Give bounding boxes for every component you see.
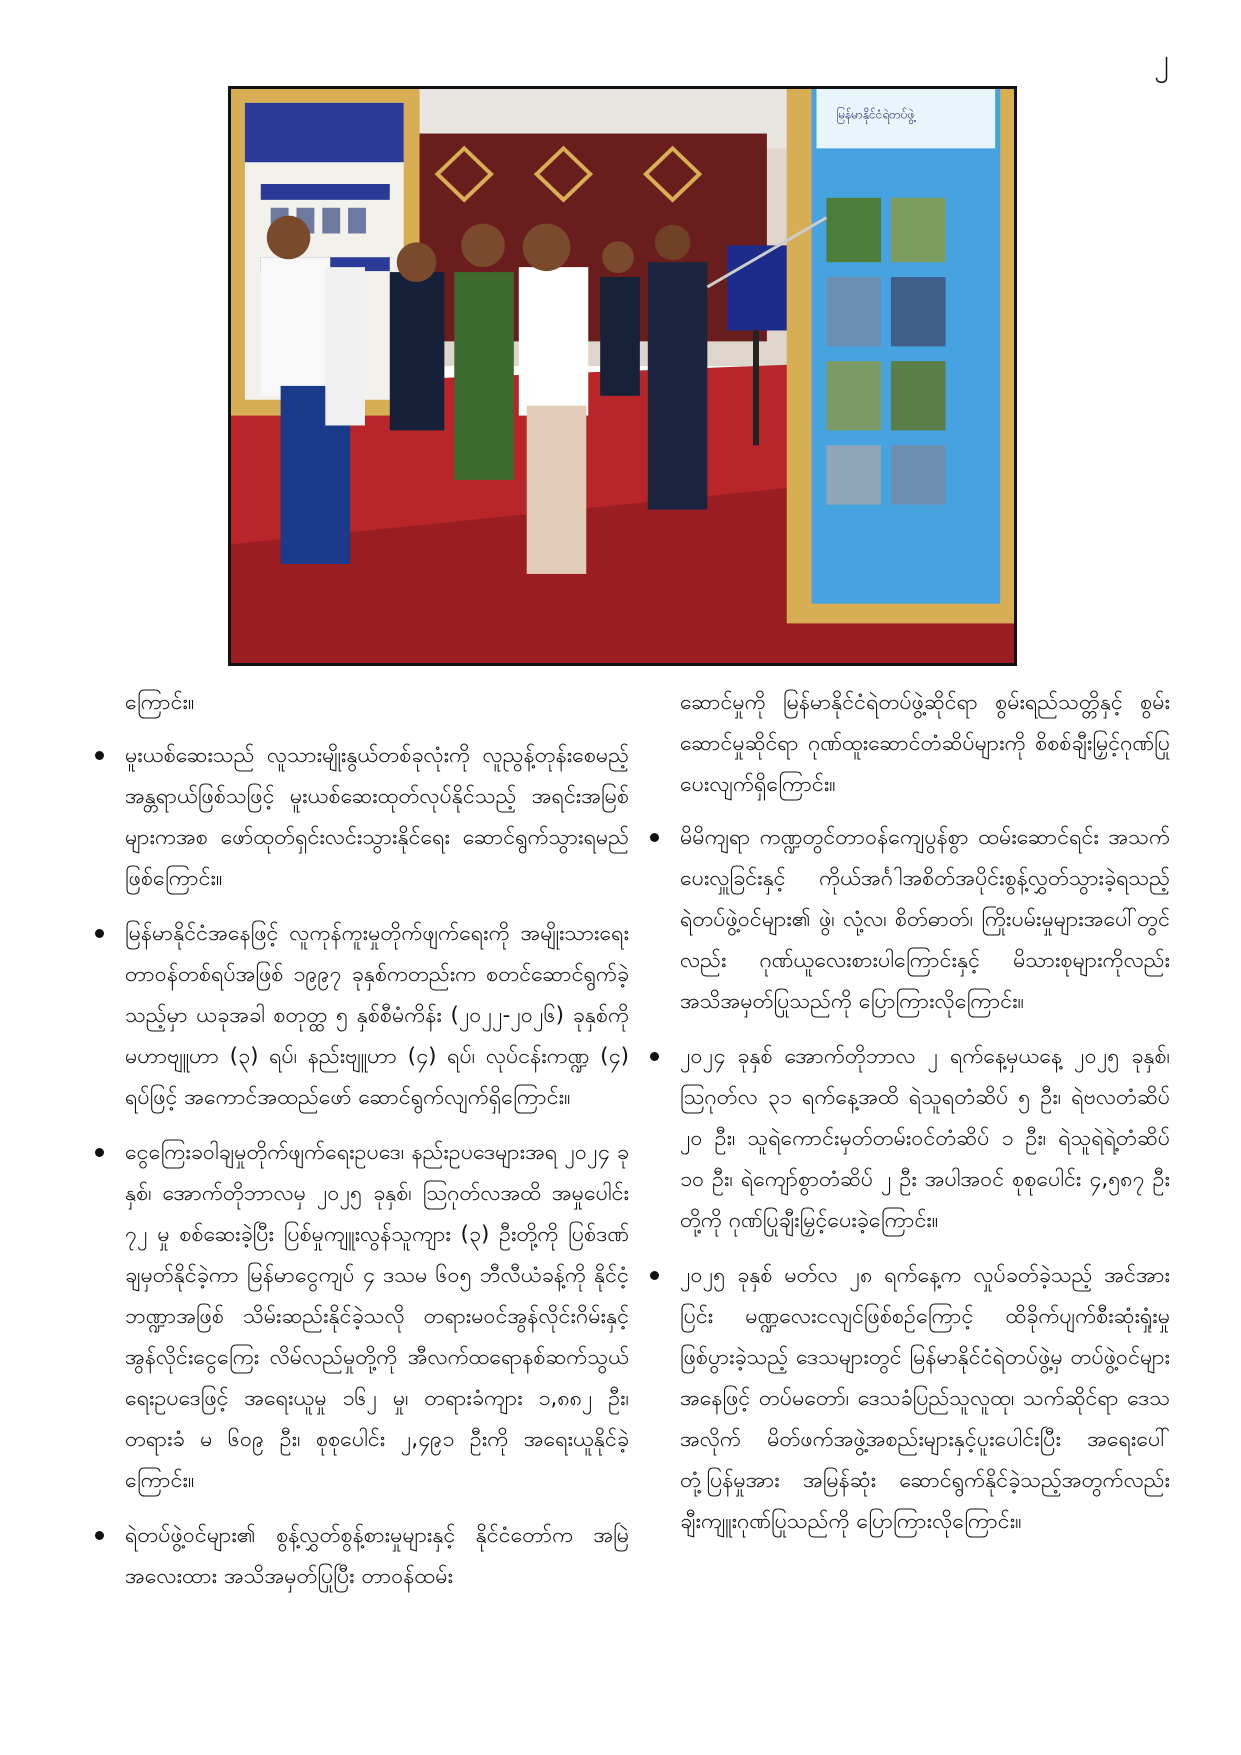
photo-person-2-body <box>325 267 365 425</box>
list-item <box>650 817 1170 1022</box>
photo-tv-stand <box>753 330 759 445</box>
list-item <box>650 1255 1170 1542</box>
news-photo <box>228 86 1017 666</box>
bullet-text: မိမိကျရာ ကဏ္ဍတွင်တာဝန်ကျေပွန်စွာ ထမ်းဆောင်ရင်း အသက်ပေးလှူခြင်းနှင့် ကိုယ်အင်္ဂါအစိတ်အပိုင်းစွန့်လွှတ်သွားခဲ့ရသည့် ရဲတပ်ဖွဲ့ဝင်များ၏ ဖွဲ၊ လုံ့လ၊ စိတ်ဓာတ်၊ ကြိုးပမ်းမှုများအပေါ်တွင်လည်း ဂုဏ်ယူလေးစားပါကြောင်းနှင့် မိသားစုများကိုလည်း အသိအမှတ်ပြုသည်ကို ပြောကြားလိုကြောင်း။ <box>680 825 1170 1014</box>
photo-board-pic-2 <box>891 198 946 262</box>
list-item <box>650 1036 1170 1241</box>
photo-leader-longyi <box>527 406 587 574</box>
photo-board-header-text: မြန်မာနိုင်ငံရဲတပ်ဖွဲ့ <box>836 107 915 122</box>
photo-leader-head <box>523 224 571 272</box>
photo-left-board-band <box>261 184 390 200</box>
bullet-text: ၂၀၂၄ ခုနှစ် အောက်တိုဘာလ ၂ ရက်နေ့မှယနေ့ ၂၀၂၅ ခုနှစ်၊ ဩဂုတ်လ ၃၁ ရက်နေ့အထိ ရဲသူရတံဆိပ် ၅ ဦး၊ ရဲဗလတံဆိပ် ၂၀ ဦး၊ သူရဲကောင်းမှတ်တမ်းဝင်တံဆိပ် ၁ ဦး၊ ရဲသူရဲရဲ့တံဆိပ် ၁၀ ဦး၊ ရဲကျော်စွာတံဆိပ် ၂ ဦး အပါအဝင် စုစုပေါင်း ၄,၅၈၇ ဦးတို့ကို ဂုဏ်ပြုချီးမြှင့်ပေးခဲ့ကြောင်း။ <box>680 1044 1170 1233</box>
photo-general-head <box>461 224 505 268</box>
photo-person-3-head <box>397 242 437 282</box>
left-continued-text: ကြောင်း။ <box>125 690 195 715</box>
list-item <box>95 913 629 1118</box>
photo-leader-shirt <box>519 267 588 415</box>
bullet-text: ၂၀၂၅ ခုနှစ် မတ်လ ၂၈ ရက်နေ့က လှုပ်ခတ်ခဲ့သည့် အင်အားပြင်း မဏ္ဍလေးငလျင်ဖြစ်စဉ်ကြောင့် ထိခိုက်ပျက်စီးဆုံးရှုံးမှုဖြစ်ပွားခဲ့သည့် ဒေသများတွင် မြန်မာနိုင်ငံရဲတပ်ဖွဲ့မှ တပ်ဖွဲ့ဝင်များအနေဖြင့် တပ်မတော်၊ ဒေသခံပြည်သူလူထု၊ သက်ဆိုင်ရာ ဒေသအလိုက် မိတ်ဖက်အဖွဲ့အစည်းများနှင့်ပူးပေါင်းပြီး အရေးပေါ်တုံ့ပြန်မှုအား အမြန်ဆုံး ဆောင်ရွက်နိုင်ခဲ့သည့်အတွက်လည်း ချီးကျူးဂုဏ်ပြုသည်ကို ပြောကြားလိုကြောင်း။ <box>680 1263 1170 1534</box>
bullet-text: မူးယစ်ဆေးသည် လူသားမျိုးနွယ်တစ်ခုလုံးကို လူညွန့်တုန်းစေမည့် အန္တရာယ်ဖြစ်သဖြင့် မူးယစ်ဆေးထုတ်လုပ်နိုင်သည့် အရင်းအမြစ်များကအစ ဖော်ထုတ်ရှင်းလင်းသွားနိုင်ရေး ဆောင်ရွက်သွားရမည်ဖြစ်ကြောင်း။ <box>125 743 629 891</box>
bullet-icon <box>650 833 659 842</box>
bullet-icon <box>650 1052 659 1061</box>
photo-officer-uniform <box>600 277 640 396</box>
bullet-icon <box>95 929 104 938</box>
list-item <box>95 1515 629 1597</box>
photo-portrait-left-3 <box>322 208 340 234</box>
photo-person-1-body <box>261 257 330 396</box>
right-column <box>650 682 1170 1556</box>
photo-board-pic-7 <box>826 445 881 504</box>
photo-board-pic-8 <box>891 445 946 504</box>
photo-left-board-header <box>245 103 404 162</box>
photo-portrait-left-4 <box>348 208 366 234</box>
photo-person-3-uniform <box>390 272 445 430</box>
bullet-icon <box>650 1271 659 1280</box>
bullet-text: ငွေကြေးခဝါချမှုတိုက်ဖျက်ရေးဥပဒေ၊ နည်းဥပဒေများအရ ၂၀၂၄ ခုနှစ်၊ အောက်တိုဘာလမှ ၂၀၂၅ ခုနှစ်၊ ဩဂုတ်လအထိ အမှုပေါင်း ၇၂ မှု စစ်ဆေးခဲ့ပြီး ပြစ်မှုကျူးလွန်သူကျား (၃) ဦးတို့ကို ပြစ်ဒဏ်ချမှတ်နိုင်ခဲ့ကာ မြန်မာငွေကျပ် ၄ ဒသမ ၆၀၅ ဘီလီယံခန့်ကို နိုင်ငံ့ဘဏ္ဍာအဖြစ် သိမ်းဆည်းနိုင်ခဲ့သလို တရားမဝင်အွန်လိုင်းဂိမ်းနှင့် အွန်လိုင်းငွေကြေး လိမ်လည်မှုတို့ကို အီလက်ထရောနစ်ဆက်သွယ်ရေးဥပဒေဖြင့် အရေးယူမှု ၁၆၂ မှု၊ တရားခံကျား ၁,၈၈၂ ဦး၊ တရားခံ မ ၆၀၉ ဦး၊ စုစုပေါင်း ၂,၄၉၁ ဦးကို အရေးယူနိုင်ခဲ့ကြောင်း။ <box>125 1140 629 1493</box>
photo-board-pic-3 <box>826 277 881 346</box>
left-column <box>95 682 629 1611</box>
photo-presenter-uniform <box>648 262 708 509</box>
bullet-icon <box>95 751 104 760</box>
list-item <box>95 735 629 899</box>
photo-board-pic-1 <box>826 198 881 262</box>
photo-board-pic-5 <box>826 361 881 430</box>
photo-presenter-head <box>655 225 691 261</box>
photo-board-pic-4 <box>891 277 946 346</box>
list-item <box>95 1132 629 1501</box>
photo-officer-head <box>602 241 634 273</box>
bullet-text: မြန်မာနိုင်ငံအနေဖြင့် လူကုန်ကူးမှုတိုက်ဖျက်ရေးကို အမျိုးသားရေးတာဝန်တစ်ရပ်အဖြစ် ၁၉၉၇ ခုနှစ်ကတည်းက စတင်ဆောင်ရွက်ခဲ့သည့်မှာ ယခုအခါ စတုတ္ထ ၅ နှစ်စီမံကိန်း (၂၀၂၂-၂၀၂၆) ခုနှစ်ကို မဟာဗျူဟာ (၃) ရပ်၊ နည်းဗျူဟာ (၄) ရပ်၊ လုပ်ငန်းကဏ္ဍ (၄) ရပ်ဖြင့် အကောင်အထည်ဖော် ဆောင်ရွက်လျက်ရှိကြောင်း။ <box>125 921 629 1110</box>
right-continued-text: ဆောင်မှုကို မြန်မာနိုင်ငံရဲတပ်ဖွဲ့ဆိုင်ရာ စွမ်းရည်သတ္တိနှင့် စွမ်းဆောင်မှုဆိုင်ရာ ဂုဏ်ထူးဆောင်တံဆိပ်များကို စိစစ်ချီးမြှင့်ဂုဏ်ပြုပေးလျက်ရှိကြောင်း။ <box>680 690 1170 797</box>
bullet-icon <box>95 1148 104 1157</box>
photo-board-pic-6 <box>891 361 946 430</box>
page-number: ၂ <box>1154 43 1169 78</box>
photo-person-1-head <box>267 216 311 260</box>
bullet-icon <box>95 1531 104 1540</box>
bullet-text: ရဲတပ်ဖွဲ့ဝင်များ၏ စွန့်လွှတ်စွန့်စားမှုများနှင့် နိုင်ငံတော်က အမြဲအလေးထား အသိအမှတ်ပြုပြီး တာဝန်ထမ်း <box>125 1523 629 1589</box>
photo-general-uniform <box>454 272 514 480</box>
